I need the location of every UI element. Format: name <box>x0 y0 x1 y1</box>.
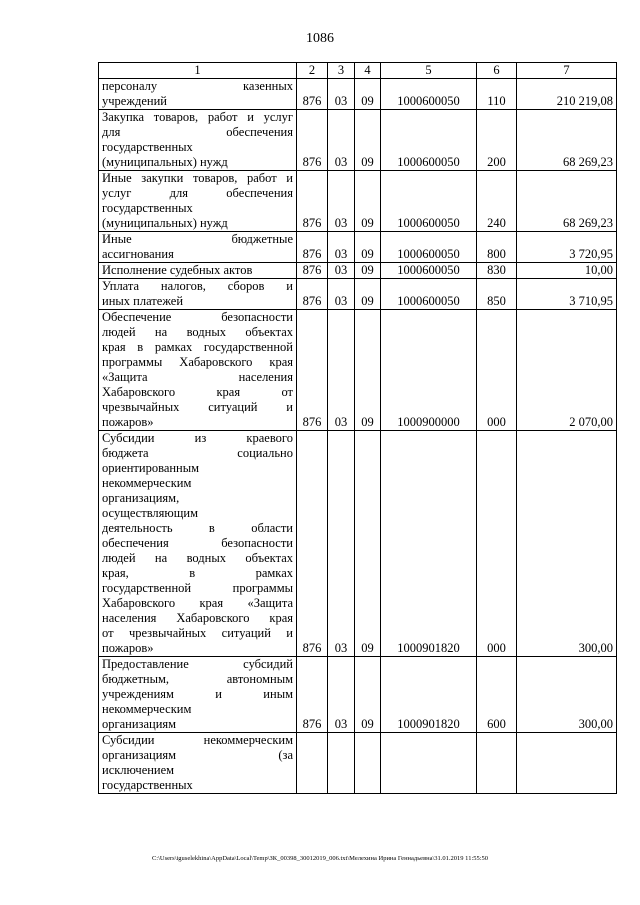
target-article-cell: 1000600050 <box>381 263 477 279</box>
row-name-line: края, в рамках <box>102 566 293 580</box>
section-code-cell <box>328 733 355 794</box>
row-name-line: некоммерческим <box>102 476 192 490</box>
row-name-cell <box>99 232 297 263</box>
row-name-line: (муниципальных) нужд <box>102 155 228 169</box>
target-article-cell: 1000600050 <box>381 171 477 232</box>
section-code-cell: 03 <box>328 431 355 657</box>
expense-type-cell: 800 <box>477 232 517 263</box>
row-name-line: Уплата налогов, сборов и <box>102 279 293 293</box>
column-header: 1 <box>99 63 297 79</box>
subsection-code-cell: 09 <box>355 79 381 110</box>
row-name-cell <box>99 79 297 110</box>
amount-cell: 3 720,95 <box>517 232 617 263</box>
amount-cell: 2 070,00 <box>517 310 617 431</box>
row-name-line: Предоставление субсидий <box>102 657 293 671</box>
column-header: 2 <box>297 63 328 79</box>
row-name-line: государственной программы <box>102 581 293 595</box>
expense-type-cell: 000 <box>477 310 517 431</box>
expense-type-cell: 110 <box>477 79 517 110</box>
row-name-cell <box>99 310 297 431</box>
row-name-line: бюджетным, автономным <box>102 672 293 686</box>
file-path-footer: C:\Users\iguselekhina\AppData\Local\Temp\ЗК_00398_30012019_006.txt\Мелехина Ирина Геннадьевна\31.01.2019 11:55:50 <box>151 855 489 862</box>
section-code-cell: 03 <box>328 310 355 431</box>
section-code-cell: 03 <box>328 232 355 263</box>
row-name-line: людей на водных объектах <box>102 325 293 339</box>
ministry-code-cell: 876 <box>297 171 328 232</box>
ministry-code-cell: 876 <box>297 263 328 279</box>
target-article-cell: 1000901820 <box>381 431 477 657</box>
row-name-line: деятельность в области <box>102 521 293 535</box>
table-row <box>99 232 617 263</box>
target-article-cell: 1000900000 <box>381 310 477 431</box>
row-name-line: программы Хабаровского края <box>102 355 293 369</box>
row-name-line: пожаров» <box>102 641 154 655</box>
row-name-line: организациям (за <box>102 748 293 762</box>
row-name-line: Хабаровского края «Защита <box>102 596 293 610</box>
table-row <box>99 110 617 171</box>
ministry-code-cell: 876 <box>297 279 328 310</box>
expense-type-cell: 240 <box>477 171 517 232</box>
ministry-code-cell: 876 <box>297 310 328 431</box>
row-name-line: населения Хабаровского края <box>102 611 293 625</box>
row-name-cell <box>99 263 297 279</box>
table-row <box>99 431 617 657</box>
section-code-cell: 03 <box>328 79 355 110</box>
row-name-line: персоналу казенных <box>102 79 293 93</box>
subsection-code-cell: 09 <box>355 263 381 279</box>
row-name-line: Обеспечение безопасности <box>102 310 293 324</box>
ministry-code-cell: 876 <box>297 79 328 110</box>
row-name-line: чрезвычайных ситуаций и <box>102 400 293 414</box>
column-header: 6 <box>477 63 517 79</box>
expense-type-cell <box>477 733 517 794</box>
subsection-code-cell: 09 <box>355 310 381 431</box>
subsection-code-cell <box>355 733 381 794</box>
amount-cell: 3 710,95 <box>517 279 617 310</box>
table-row <box>99 310 617 431</box>
amount-cell: 68 269,23 <box>517 110 617 171</box>
amount-cell: 10,00 <box>517 263 617 279</box>
row-name-line: для обеспечения <box>102 125 293 139</box>
row-name-line: Иные закупки товаров, работ и <box>102 171 293 185</box>
expense-type-cell: 600 <box>477 657 517 733</box>
row-name-line: осуществляющим <box>102 506 198 520</box>
table-row <box>99 263 617 279</box>
table-row <box>99 171 617 232</box>
expense-type-cell: 000 <box>477 431 517 657</box>
row-name-line: некоммерческим <box>102 702 192 716</box>
expense-type-cell: 830 <box>477 263 517 279</box>
target-article-cell <box>381 733 477 794</box>
row-name-line: организациям <box>102 717 177 731</box>
target-article-cell: 1000600050 <box>381 279 477 310</box>
subsection-code-cell: 09 <box>355 657 381 733</box>
row-name-line: Хабаровского края от <box>102 385 293 399</box>
column-header: 5 <box>381 63 477 79</box>
table-header-row <box>99 63 617 79</box>
ministry-code-cell: 876 <box>297 431 328 657</box>
row-name-line: Исполнение судебных актов <box>102 263 253 277</box>
expense-type-cell: 200 <box>477 110 517 171</box>
row-name-line: иных платежей <box>102 294 184 308</box>
row-name-line: «Защита населения <box>102 370 293 384</box>
subsection-code-cell: 09 <box>355 279 381 310</box>
row-name-line: от чрезвычайных ситуаций и <box>102 626 293 640</box>
row-name-cell <box>99 431 297 657</box>
target-article-cell: 1000600050 <box>381 79 477 110</box>
subsection-code-cell: 09 <box>355 110 381 171</box>
budget-table-body <box>99 63 617 794</box>
row-name-line: организациям, <box>102 491 180 505</box>
row-name-line: (муниципальных) нужд <box>102 216 228 230</box>
section-code-cell: 03 <box>328 171 355 232</box>
section-code-cell: 03 <box>328 657 355 733</box>
row-name-line: ассигнования <box>102 247 174 261</box>
ministry-code-cell: 876 <box>297 657 328 733</box>
row-name-line: государственных <box>102 778 193 792</box>
ministry-code-cell <box>297 733 328 794</box>
subsection-code-cell: 09 <box>355 171 381 232</box>
table-row <box>99 79 617 110</box>
column-header: 4 <box>355 63 381 79</box>
row-name-line: учреждениям и иным <box>102 687 293 701</box>
row-name-line: Иные бюджетные <box>102 232 293 246</box>
row-name-cell <box>99 279 297 310</box>
row-name-line: края в рамках государственной <box>102 340 293 354</box>
subsection-code-cell: 09 <box>355 431 381 657</box>
expense-type-cell: 850 <box>477 279 517 310</box>
table-row <box>99 279 617 310</box>
row-name-line: людей на водных объектах <box>102 551 293 565</box>
subsection-code-cell: 09 <box>355 232 381 263</box>
budget-table <box>98 62 617 794</box>
column-header: 3 <box>328 63 355 79</box>
amount-cell <box>517 733 617 794</box>
section-code-cell: 03 <box>328 263 355 279</box>
row-name-cell <box>99 733 297 794</box>
row-name-line: обеспечения безопасности <box>102 536 293 550</box>
target-article-cell: 1000901820 <box>381 657 477 733</box>
row-name-line: Закупка товаров, работ и услуг <box>102 110 293 124</box>
table-row <box>99 733 617 794</box>
row-name-line: пожаров» <box>102 415 154 429</box>
row-name-line: Субсидии некоммерческим <box>102 733 293 747</box>
target-article-cell: 1000600050 <box>381 232 477 263</box>
ministry-code-cell: 876 <box>297 110 328 171</box>
row-name-line: Субсидии из краевого <box>102 431 293 445</box>
section-code-cell: 03 <box>328 110 355 171</box>
row-name-cell <box>99 657 297 733</box>
ministry-code-cell: 876 <box>297 232 328 263</box>
row-name-line: государственных <box>102 201 193 215</box>
row-name-line: бюджета социально <box>102 446 293 460</box>
section-code-cell: 03 <box>328 279 355 310</box>
amount-cell: 68 269,23 <box>517 171 617 232</box>
row-name-cell <box>99 110 297 171</box>
row-name-cell <box>99 171 297 232</box>
amount-cell: 300,00 <box>517 657 617 733</box>
row-name-line: услуг для обеспечения <box>102 186 293 200</box>
row-name-line: ориентированным <box>102 461 200 475</box>
row-name-line: учреждений <box>102 94 167 108</box>
row-name-line: исключением <box>102 763 175 777</box>
amount-cell: 300,00 <box>517 431 617 657</box>
column-header: 7 <box>517 63 617 79</box>
amount-cell: 210 219,08 <box>517 79 617 110</box>
row-name-line: государственных <box>102 140 193 154</box>
target-article-cell: 1000600050 <box>381 110 477 171</box>
table-row <box>99 657 617 733</box>
page-number: 1086 <box>306 31 334 46</box>
